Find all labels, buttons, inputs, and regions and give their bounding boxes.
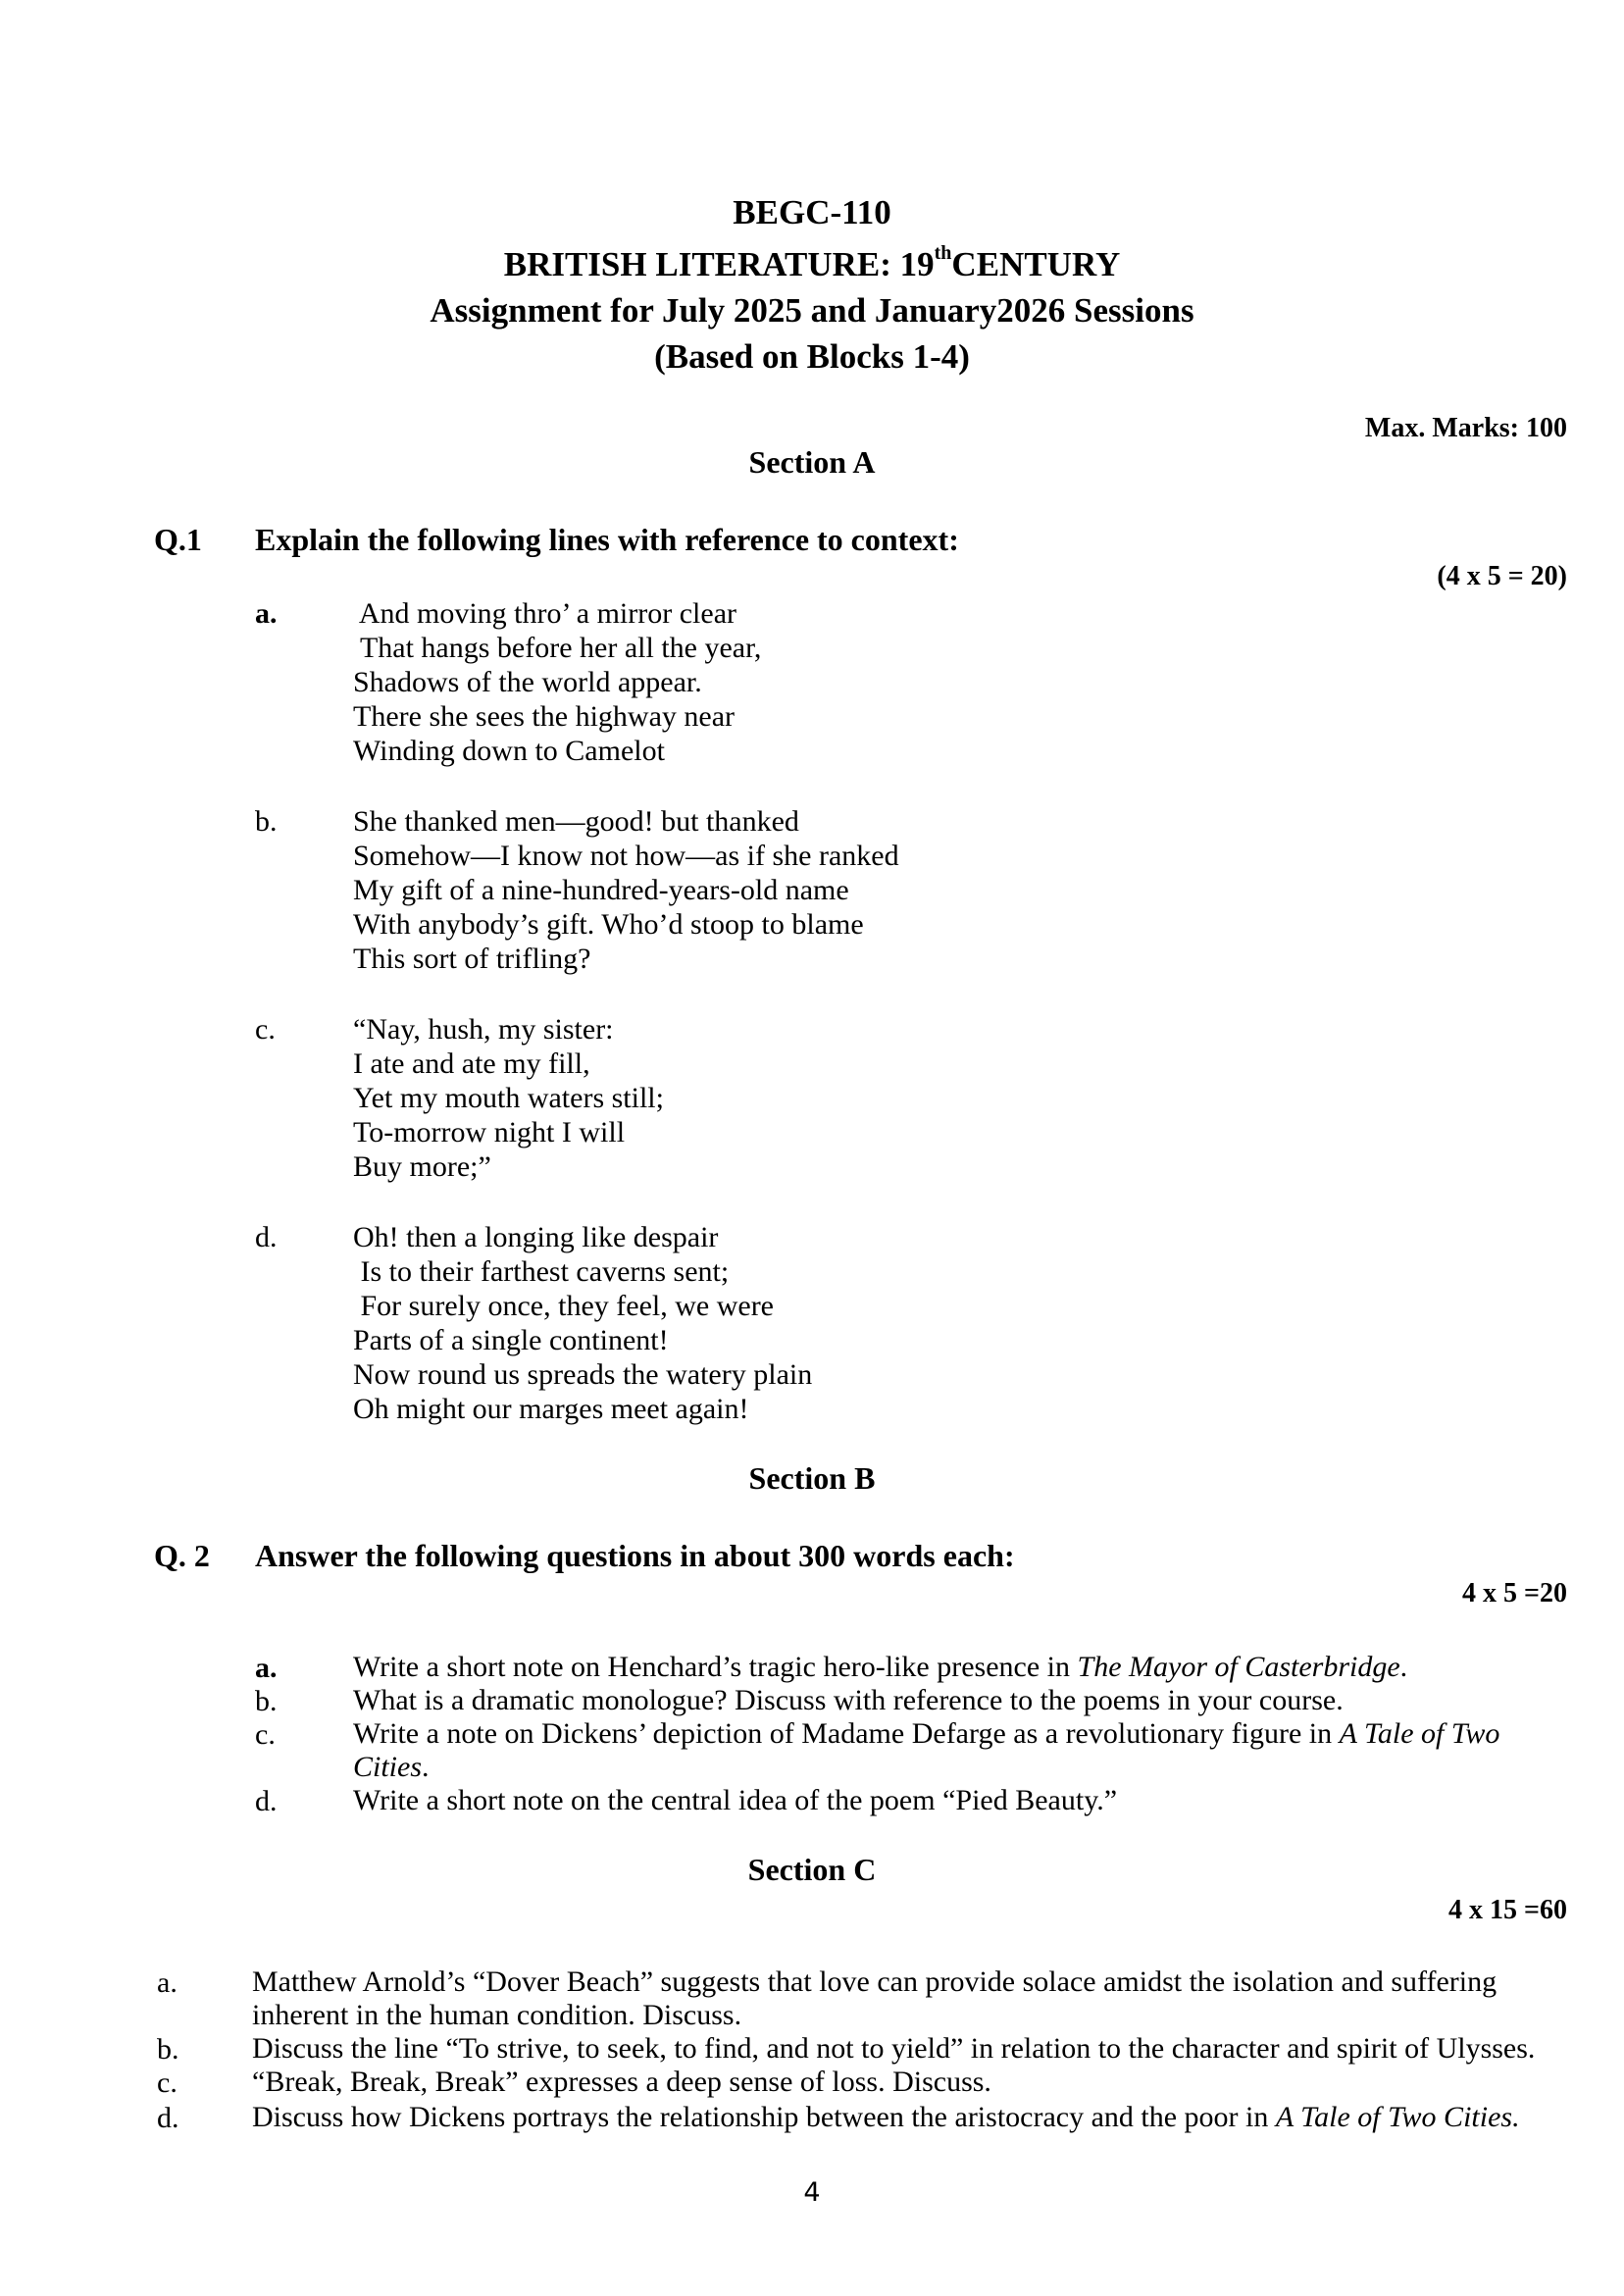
q1-item-b-label: b. [255, 805, 278, 838]
q1-item-c-line-3: Yet my mouth waters still; [353, 1082, 664, 1114]
q3-item-b-label: b. [157, 2033, 179, 2066]
q2-item-c-line-2-tail: . [422, 1751, 430, 1783]
course-title-sup: th [934, 242, 952, 265]
q2-item-c-label: c. [255, 1718, 276, 1751]
assignment-line: Assignment for July 2025 and January2026 Sessions [430, 291, 1194, 330]
q2-item-a-main: Write a short note on Henchard’s tragic hero-like presence in [353, 1651, 1078, 1683]
q2-item-c-italic: A Tale of Two [1339, 1717, 1500, 1750]
q1-item-b-line-4: With anybody’s gift. Who’d stoop to blame [353, 908, 864, 941]
q1-item-c-label: c. [255, 1013, 276, 1046]
q1-item-b-line-1: She thanked men—good! but thanked [353, 805, 799, 838]
q2-item-c-main: Write a note on Dickens’ depiction of Madame Defarge as a revolutionary figure in [353, 1717, 1340, 1750]
q2-item-a-label: a. [255, 1652, 278, 1684]
q3-item-d-italic: A Tale of Two Cities. [1275, 2101, 1520, 2133]
q2-number: Q. 2 [154, 1538, 210, 1573]
section-c-marks: 4 x 15 =60 [1448, 1895, 1567, 1925]
q1-item-b-line-2: Somehow—I know not how—as if she ranked [353, 840, 899, 872]
blocks-line: (Based on Blocks 1-4) [654, 337, 970, 376]
q1-item-a-line-4: There she sees the highway near [353, 700, 736, 733]
q1-number: Q.1 [154, 522, 202, 557]
q3-item-a-text: Matthew Arnold’s “Dover Beach” suggests that love can provide solace amidst the isolation and suffering [252, 1965, 1497, 1998]
q3-item-c-label: c. [157, 2066, 178, 2099]
q1-text: Explain the following lines with reference to context: [255, 522, 959, 557]
q1-item-d-line-5: Now round us spreads the watery plain [353, 1358, 813, 1391]
q1-item-d-line-4: Parts of a single continent! [353, 1324, 669, 1356]
q2-item-c-line-2-italic: Cities [353, 1751, 423, 1783]
q2-marks: 4 x 5 =20 [1462, 1578, 1567, 1608]
q1-item-a-label: a. [255, 597, 278, 630]
q1-item-c-line-2: I ate and ate my fill, [353, 1047, 590, 1080]
course-title [0, 242, 1624, 284]
q2-item-d-text: Write a short note on the central idea of the poem “Pied Beauty.” [353, 1784, 1118, 1816]
q1-item-a-line-2: That hangs before her all the year, [353, 632, 762, 664]
section-b-title: Section B [748, 1460, 876, 1496]
q1-item-a-line-1: And moving thro’ a mirror clear [353, 597, 736, 630]
q3-item-d-label: d. [157, 2102, 179, 2134]
page-number: 4 [803, 2177, 821, 2208]
q2-item-a-tail: . [1399, 1651, 1408, 1683]
q3-item-c-text: “Break, Break, Break” expresses a deep sense of loss. Discuss. [252, 2066, 991, 2098]
section-c-title: Section C [747, 1852, 877, 1887]
course-title-main: BRITISH LITERATURE: 19 [503, 245, 935, 283]
q1-item-a-line-5: Winding down to Camelot [353, 735, 665, 767]
q1-item-c-line-1: “Nay, hush, my sister: [353, 1013, 614, 1046]
q2-item-c-text [353, 1717, 1499, 1751]
course-title-tail: CENTURY [951, 245, 1121, 283]
q2-item-d-label: d. [255, 1785, 278, 1817]
course-code: BEGC-110 [733, 193, 891, 231]
q1-item-d-label: d. [255, 1221, 278, 1253]
q3-item-d-text [252, 2101, 1520, 2134]
q2-item-c-line-2 [353, 1751, 430, 1784]
max-marks: Max. Marks: 100 [1364, 413, 1567, 443]
section-a-title: Section A [748, 444, 876, 480]
q3-item-a-line-2: inherent in the human condition. Discuss. [252, 1999, 742, 2031]
q2-item-b-text: What is a dramatic monologue? Discuss with reference to the poems in your course. [353, 1684, 1344, 1716]
q2-item-a-italic: The Mayor of Casterbridge [1077, 1651, 1400, 1683]
q1-item-d-line-3: For surely once, they feel, we were [353, 1290, 774, 1322]
q1-item-d-line-2: Is to their farthest caverns sent; [353, 1255, 730, 1288]
q1-item-b-line-5: This sort of trifling? [353, 943, 591, 975]
q3-item-d-main: Discuss how Dickens portrays the relationship between the aristocracy and the poor in [252, 2101, 1276, 2133]
q1-marks: (4 x 5 = 20) [1437, 561, 1567, 591]
q2-item-b-label: b. [255, 1685, 278, 1717]
q1-item-d-line-6: Oh might our marges meet again! [353, 1393, 749, 1425]
q2-item-a-text [353, 1651, 1407, 1684]
q1-item-a-line-3: Shadows of the world appear. [353, 666, 702, 698]
q2-text: Answer the following questions in about 300 words each: [255, 1538, 1015, 1573]
q1-item-c-line-4: To-morrow night I will [353, 1116, 626, 1148]
q1-item-b-line-3: My gift of a nine-hundred-years-old name [353, 874, 849, 906]
q1-item-c-line-5: Buy more;” [353, 1150, 491, 1183]
q1-item-d-line-1: Oh! then a longing like despair [353, 1221, 719, 1253]
q3-item-a-label: a. [157, 1966, 178, 1999]
q3-item-b-text: Discuss the line “To strive, to seek, to find, and not to yield” in relation to the character and spirit of Ulysses. [252, 2032, 1536, 2065]
